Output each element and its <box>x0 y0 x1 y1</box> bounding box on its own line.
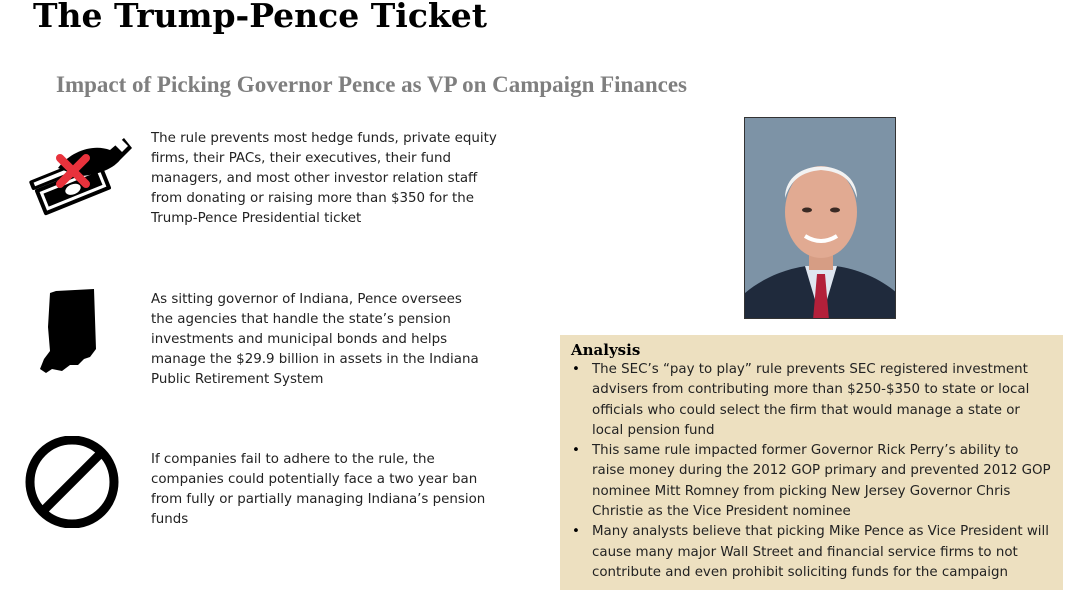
prohibited-icon <box>22 436 122 528</box>
slide-title: The Trump-Pence Ticket <box>33 0 488 35</box>
analysis-list <box>571 360 1053 583</box>
point-text-1: The rule prevents most hedge funds, private equity firms, their PACs, their executives, their fund managers, and most other investor relation staff from donating or raising more than $350 for the Trump-Pence Presidential ticket <box>151 131 497 226</box>
point-text-2: As sitting governor of Indiana, Pence oversees the agencies that handle the state’s pension investments and municipal bonds and helps manage the $29.9 billion in assets in the Indiana Public Retirement System <box>151 292 479 387</box>
analysis-box <box>560 335 1063 590</box>
portrait-photo <box>744 117 896 319</box>
analysis-bullet: • This same rule impacted former Governor Rick Perry’s ability to raise money during the 2012 GOP primary and prevented 2012 GOP nominee Mitt Romney from picking New Jersey Governor Chris Christie as the Vice President nominee <box>571 441 1053 522</box>
analysis-heading: Analysis <box>571 341 641 359</box>
slide-subtitle: Impact of Picking Governor Pence as VP on Campaign Finances <box>56 72 688 97</box>
indiana-map-icon <box>38 287 100 375</box>
point-text-3: If companies fail to adhere to the rule, the companies could potentially face a two year ban from fully or partially managing Indiana’s pension funds <box>151 452 486 527</box>
analysis-bullet: • Many analysts believe that picking Mike Pence as Vice President will cause many major Wall Street and financial service firms to not contribute and even prohibit soliciting funds for the campaign <box>571 522 1053 583</box>
analysis-bullet: • The SEC’s “pay to play” rule prevents SEC registered investment advisers from contributing more than $250-$350 to state or local officials who could select the firm that would manage a state or local pension fund <box>571 360 1053 441</box>
no-money-hand-icon <box>28 128 136 216</box>
